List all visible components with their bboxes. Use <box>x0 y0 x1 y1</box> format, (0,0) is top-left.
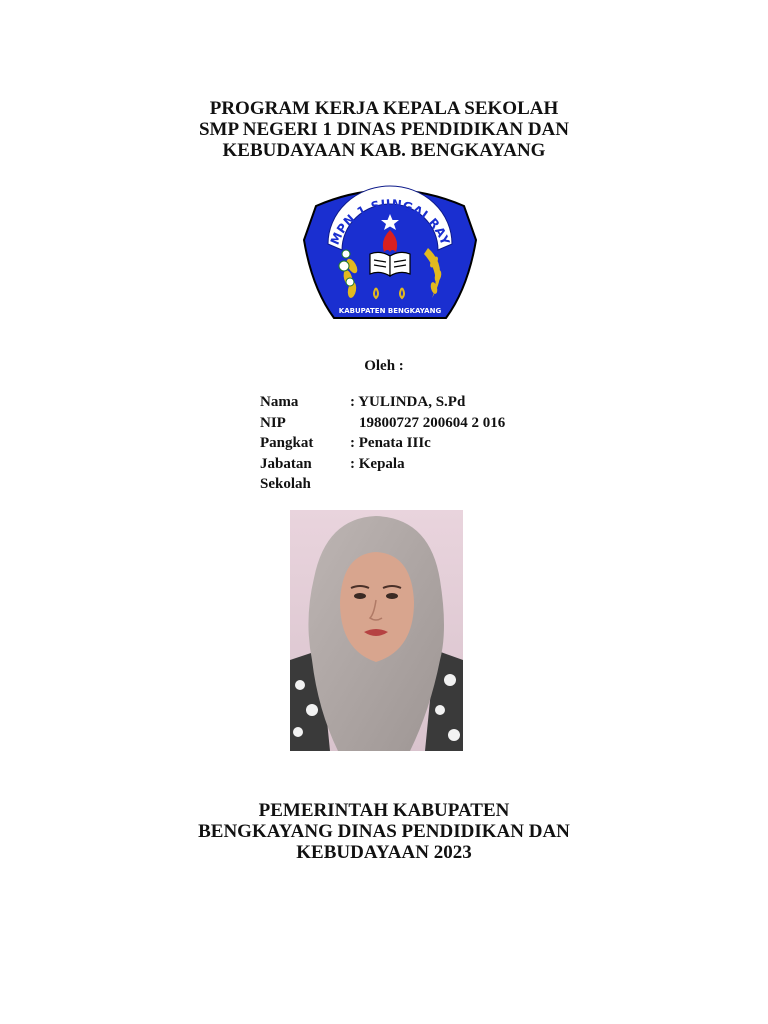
identity-row-jabatan <box>260 454 505 475</box>
identity-row-sekolah <box>260 474 505 495</box>
footer-line-3: KEBUDAYAAN 2023 <box>296 842 472 863</box>
identity-label: Sekolah <box>260 476 311 492</box>
title-line-3: KEBUDAYAAN KAB. BENGKAYANG <box>222 140 546 161</box>
document-title <box>0 98 768 161</box>
identity-row-nama <box>260 392 505 413</box>
title-line-2: SMP NEGERI 1 DINAS PENDIDIKAN DAN <box>198 119 569 140</box>
identity-label: Jabatan <box>260 455 312 472</box>
identity-row-nip <box>260 413 505 434</box>
logo-bottom-text: KABUPATEN BENGKAYANG <box>338 307 442 315</box>
identity-value: 19800727 200604 2 016 <box>359 414 506 431</box>
identity-value: : YULINDA, S.Pd <box>350 394 466 410</box>
identity-row-pangkat <box>260 433 505 454</box>
identity-value: : Penata IIIc <box>350 435 431 451</box>
document-footer <box>0 800 768 863</box>
title-line-1: PROGRAM KERJA KEPALA SEKOLAH <box>209 98 559 119</box>
identity-label: Pangkat <box>260 435 314 451</box>
portrait-photo <box>290 510 463 751</box>
oleh-label: Oleh : <box>364 358 404 374</box>
logo-book <box>370 252 410 276</box>
identity-label: NIP <box>260 414 286 431</box>
footer-line-1: PEMERINTAH KABUPATEN <box>258 800 510 821</box>
identity-value: : Kepala <box>350 455 405 472</box>
footer-line-2: BENGKAYANG DINAS PENDIDIKAN DAN <box>198 821 570 842</box>
school-logo <box>300 178 480 326</box>
logo-top-text: MPN 1 SUNGAI RAY <box>327 196 453 247</box>
identity-block <box>260 392 505 495</box>
identity-label: Nama <box>260 394 299 410</box>
